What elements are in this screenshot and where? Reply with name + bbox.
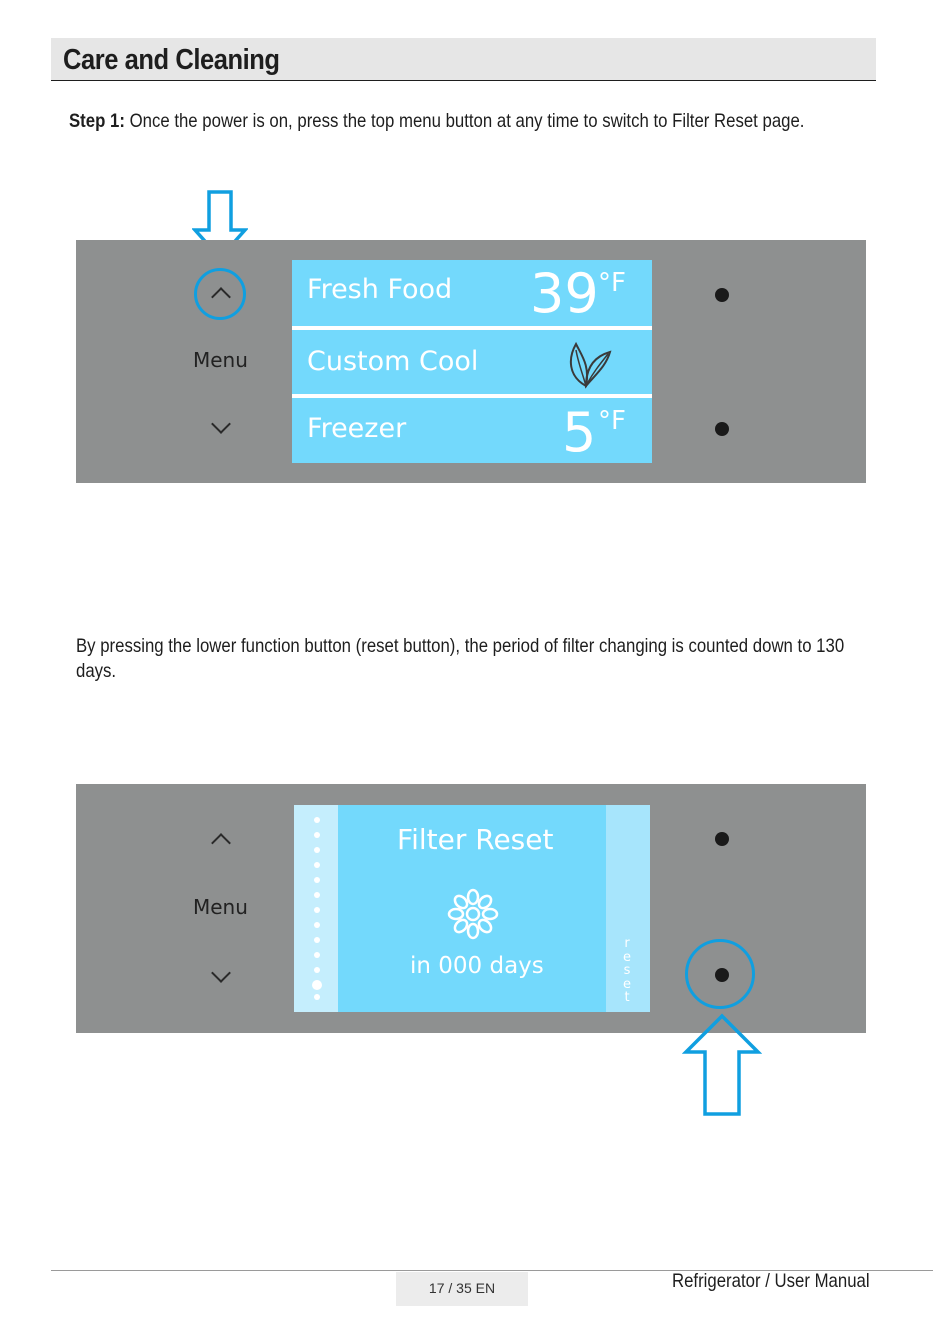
freezer-temp: 5 xyxy=(562,401,597,464)
document-title: Refrigerator / User Manual xyxy=(672,1270,870,1292)
fresh-food-unit: °F xyxy=(598,268,626,298)
temperature-display xyxy=(292,260,652,463)
fresh-food-label: Fresh Food xyxy=(307,274,453,305)
menu-down-button[interactable] xyxy=(211,414,231,434)
page-number-box xyxy=(396,1272,528,1306)
highlight-circle xyxy=(194,268,246,320)
filter-reset-main xyxy=(338,805,606,1012)
days-remaining: in 000 days xyxy=(410,953,544,979)
lower-function-button[interactable] xyxy=(715,422,729,436)
filter-reset-title: Filter Reset xyxy=(397,823,554,856)
menu-up-button[interactable] xyxy=(211,833,231,853)
display-row-fresh-food xyxy=(292,260,652,326)
fresh-food-temp: 39 xyxy=(530,262,599,325)
filter-reset-display xyxy=(294,805,650,1012)
upper-function-button[interactable] xyxy=(715,832,729,846)
step-text: Once the power is on, press the top menu button at any time to switch to Filter Reset page. xyxy=(129,110,805,132)
reset-strip xyxy=(606,805,650,1012)
custom-cool-label: Custom Cool xyxy=(307,346,479,377)
step-label: Step 1: xyxy=(69,110,125,132)
pointer-arrow-up-icon xyxy=(682,1012,762,1118)
section-title: Care and Cleaning xyxy=(63,44,280,76)
control-panel-main xyxy=(76,240,866,483)
display-row-freezer xyxy=(292,398,652,463)
highlight-circle xyxy=(685,939,755,1009)
menu-label: Menu xyxy=(193,348,248,372)
reset-label: reset xyxy=(623,936,631,1005)
page-number: 17 / 35 EN xyxy=(428,1280,496,1296)
menu-label: Menu xyxy=(193,895,248,919)
upper-function-button[interactable] xyxy=(715,288,729,302)
freezer-unit: °F xyxy=(598,406,626,436)
countdown-indicator xyxy=(294,805,338,1012)
leaf-icon xyxy=(562,336,614,390)
control-panel-filter-reset xyxy=(76,784,866,1033)
step-1-instruction xyxy=(69,110,804,133)
filter-icon xyxy=(446,887,500,941)
display-row-custom-cool xyxy=(292,330,652,394)
menu-down-button[interactable] xyxy=(211,963,231,983)
instruction-paragraph: By pressing the lower function button (reset button), the period of filter changing is counted down to 130 days. xyxy=(76,635,845,682)
freezer-label: Freezer xyxy=(307,413,407,444)
section-header xyxy=(51,38,876,81)
